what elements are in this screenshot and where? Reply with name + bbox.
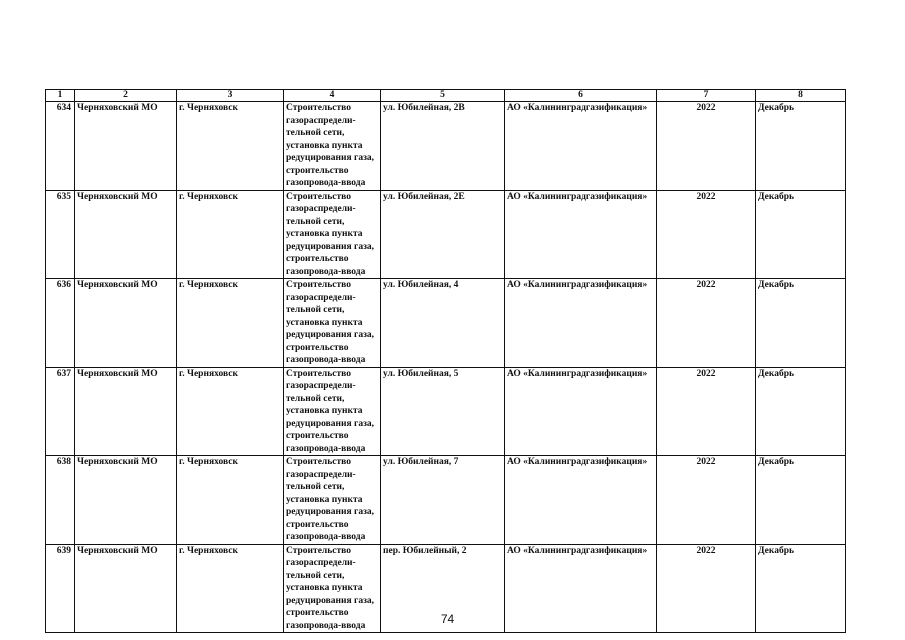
- work-description-line: строительство: [286, 431, 349, 441]
- header-col-8: 8: [756, 90, 846, 102]
- header-col-6: 6: [505, 90, 657, 102]
- work-description-line: Строительство: [286, 368, 351, 379]
- work-description-line: строительство: [286, 608, 349, 618]
- work-description-line: установка пункта: [286, 140, 363, 151]
- work-description-line: установка пункта: [286, 583, 363, 593]
- month-cell: Декабрь: [756, 367, 846, 456]
- work-description-line: тельной сети,: [286, 128, 345, 138]
- work-description-line: газораспредели-: [286, 292, 356, 303]
- work-description-line: установка пункта: [286, 406, 363, 416]
- address-cell: ул. Юбилейная, 5: [381, 367, 505, 456]
- row-number: 639: [46, 544, 75, 633]
- work-description-cell: [284, 190, 381, 279]
- work-description-line: газопровода-ввода: [286, 178, 366, 188]
- header-col-7: 7: [657, 90, 756, 102]
- work-description-line: строительство: [286, 254, 349, 264]
- work-description-line: Строительство: [286, 103, 351, 113]
- settlement-cell: г. Черняховск: [177, 456, 284, 545]
- work-description-cell: [284, 279, 381, 368]
- row-number: 636: [46, 279, 75, 368]
- municipality-cell: Черняховский МО: [75, 102, 177, 191]
- table-row: [46, 367, 846, 456]
- work-description-line: редуцирования газа,: [286, 153, 375, 163]
- month-cell: Декабрь: [756, 102, 846, 191]
- work-description-line: строительство: [286, 519, 349, 530]
- year-cell: 2022: [657, 367, 756, 456]
- table-body: [46, 102, 846, 633]
- work-description-line: газораспредели-: [286, 115, 356, 126]
- work-description-line: тельной сети,: [286, 216, 345, 227]
- work-description-cell: [284, 456, 381, 545]
- header-col-3: 3: [177, 90, 284, 102]
- work-description-line: установка пункта: [286, 494, 363, 505]
- work-description-line: газопровода-ввода: [286, 266, 366, 277]
- work-description-line: установка пункта: [286, 317, 363, 328]
- table-row: [46, 190, 846, 279]
- year-cell: 2022: [657, 544, 756, 633]
- work-description-line: редуцирования газа,: [286, 595, 375, 606]
- municipality-cell: Черняховский МО: [75, 456, 177, 545]
- municipality-cell: Черняховский МО: [75, 279, 177, 368]
- municipality-cell: Черняховский МО: [75, 190, 177, 279]
- address-cell: пер. Юбилейный, 2: [381, 544, 505, 633]
- header-col-4: 4: [284, 90, 381, 102]
- work-description-line: газораспредели-: [286, 558, 356, 568]
- month-cell: Декабрь: [756, 544, 846, 633]
- work-description-line: тельной сети,: [286, 482, 345, 492]
- work-description-line: Строительство: [286, 191, 351, 202]
- row-number: 635: [46, 190, 75, 279]
- year-cell: 2022: [657, 190, 756, 279]
- page-number: 74: [440, 612, 455, 626]
- work-description-cell: [284, 102, 381, 191]
- table-row: [46, 456, 846, 545]
- work-description-line: редуцирования газа,: [286, 330, 375, 340]
- table-header: [46, 90, 846, 102]
- work-description-line: тельной сети,: [286, 570, 345, 581]
- municipality-cell: Черняховский МО: [75, 544, 177, 633]
- schedule-table: [45, 89, 846, 633]
- address-cell: ул. Юбилейная, 4: [381, 279, 505, 368]
- work-description-line: газораспредели-: [286, 381, 356, 391]
- organization-cell: АО «Калининградгазификация»: [505, 279, 657, 368]
- settlement-cell: г. Черняховск: [177, 190, 284, 279]
- header-col-1: 1: [46, 90, 75, 102]
- row-number: 634: [46, 102, 75, 191]
- settlement-cell: г. Черняховск: [177, 279, 284, 368]
- organization-cell: АО «Калининградгазификация»: [505, 190, 657, 279]
- municipality-cell: Черняховский МО: [75, 367, 177, 456]
- month-cell: Декабрь: [756, 190, 846, 279]
- work-description-line: тельной сети,: [286, 305, 345, 315]
- work-description-line: газопровода-ввода: [286, 443, 366, 454]
- address-cell: ул. Юбилейная, 2Е: [381, 190, 505, 279]
- row-number: 638: [46, 456, 75, 545]
- work-description-cell: [284, 367, 381, 456]
- year-cell: 2022: [657, 456, 756, 545]
- month-cell: Декабрь: [756, 279, 846, 368]
- header-col-5: 5: [381, 90, 505, 102]
- header-row: [46, 90, 846, 102]
- year-cell: 2022: [657, 279, 756, 368]
- row-number: 637: [46, 367, 75, 456]
- work-description-line: газопровода-ввода: [286, 355, 366, 365]
- work-description-line: редуцирования газа,: [286, 507, 375, 517]
- work-description-line: строительство: [286, 165, 349, 176]
- address-cell: ул. Юбилейная, 2В: [381, 102, 505, 191]
- work-description-line: газораспредели-: [286, 204, 356, 214]
- settlement-cell: г. Черняховск: [177, 367, 284, 456]
- work-description-line: строительство: [286, 342, 349, 353]
- work-description-line: Строительство: [286, 545, 351, 556]
- work-description-line: Строительство: [286, 280, 351, 290]
- organization-cell: АО «Калининградгазификация»: [505, 456, 657, 545]
- work-description-line: газопровода-ввода: [286, 532, 366, 542]
- organization-cell: АО «Калининградгазификация»: [505, 102, 657, 191]
- work-description-line: газопровода-ввода: [286, 620, 366, 631]
- month-cell: Декабрь: [756, 456, 846, 545]
- work-description-line: редуцирования газа,: [286, 418, 375, 429]
- work-description-line: редуцирования газа,: [286, 241, 375, 252]
- address-cell: ул. Юбилейная, 7: [381, 456, 505, 545]
- work-description-line: тельной сети,: [286, 393, 345, 404]
- settlement-cell: г. Черняховск: [177, 544, 284, 633]
- work-description-line: установка пункта: [286, 229, 363, 239]
- work-description-line: Строительство: [286, 457, 351, 467]
- work-description-line: газораспредели-: [286, 469, 356, 480]
- table-row: [46, 279, 846, 368]
- organization-cell: АО «Калининградгазификация»: [505, 544, 657, 633]
- table-row: [46, 102, 846, 191]
- settlement-cell: г. Черняховск: [177, 102, 284, 191]
- header-col-2: 2: [75, 90, 177, 102]
- organization-cell: АО «Калининградгазификация»: [505, 367, 657, 456]
- year-cell: 2022: [657, 102, 756, 191]
